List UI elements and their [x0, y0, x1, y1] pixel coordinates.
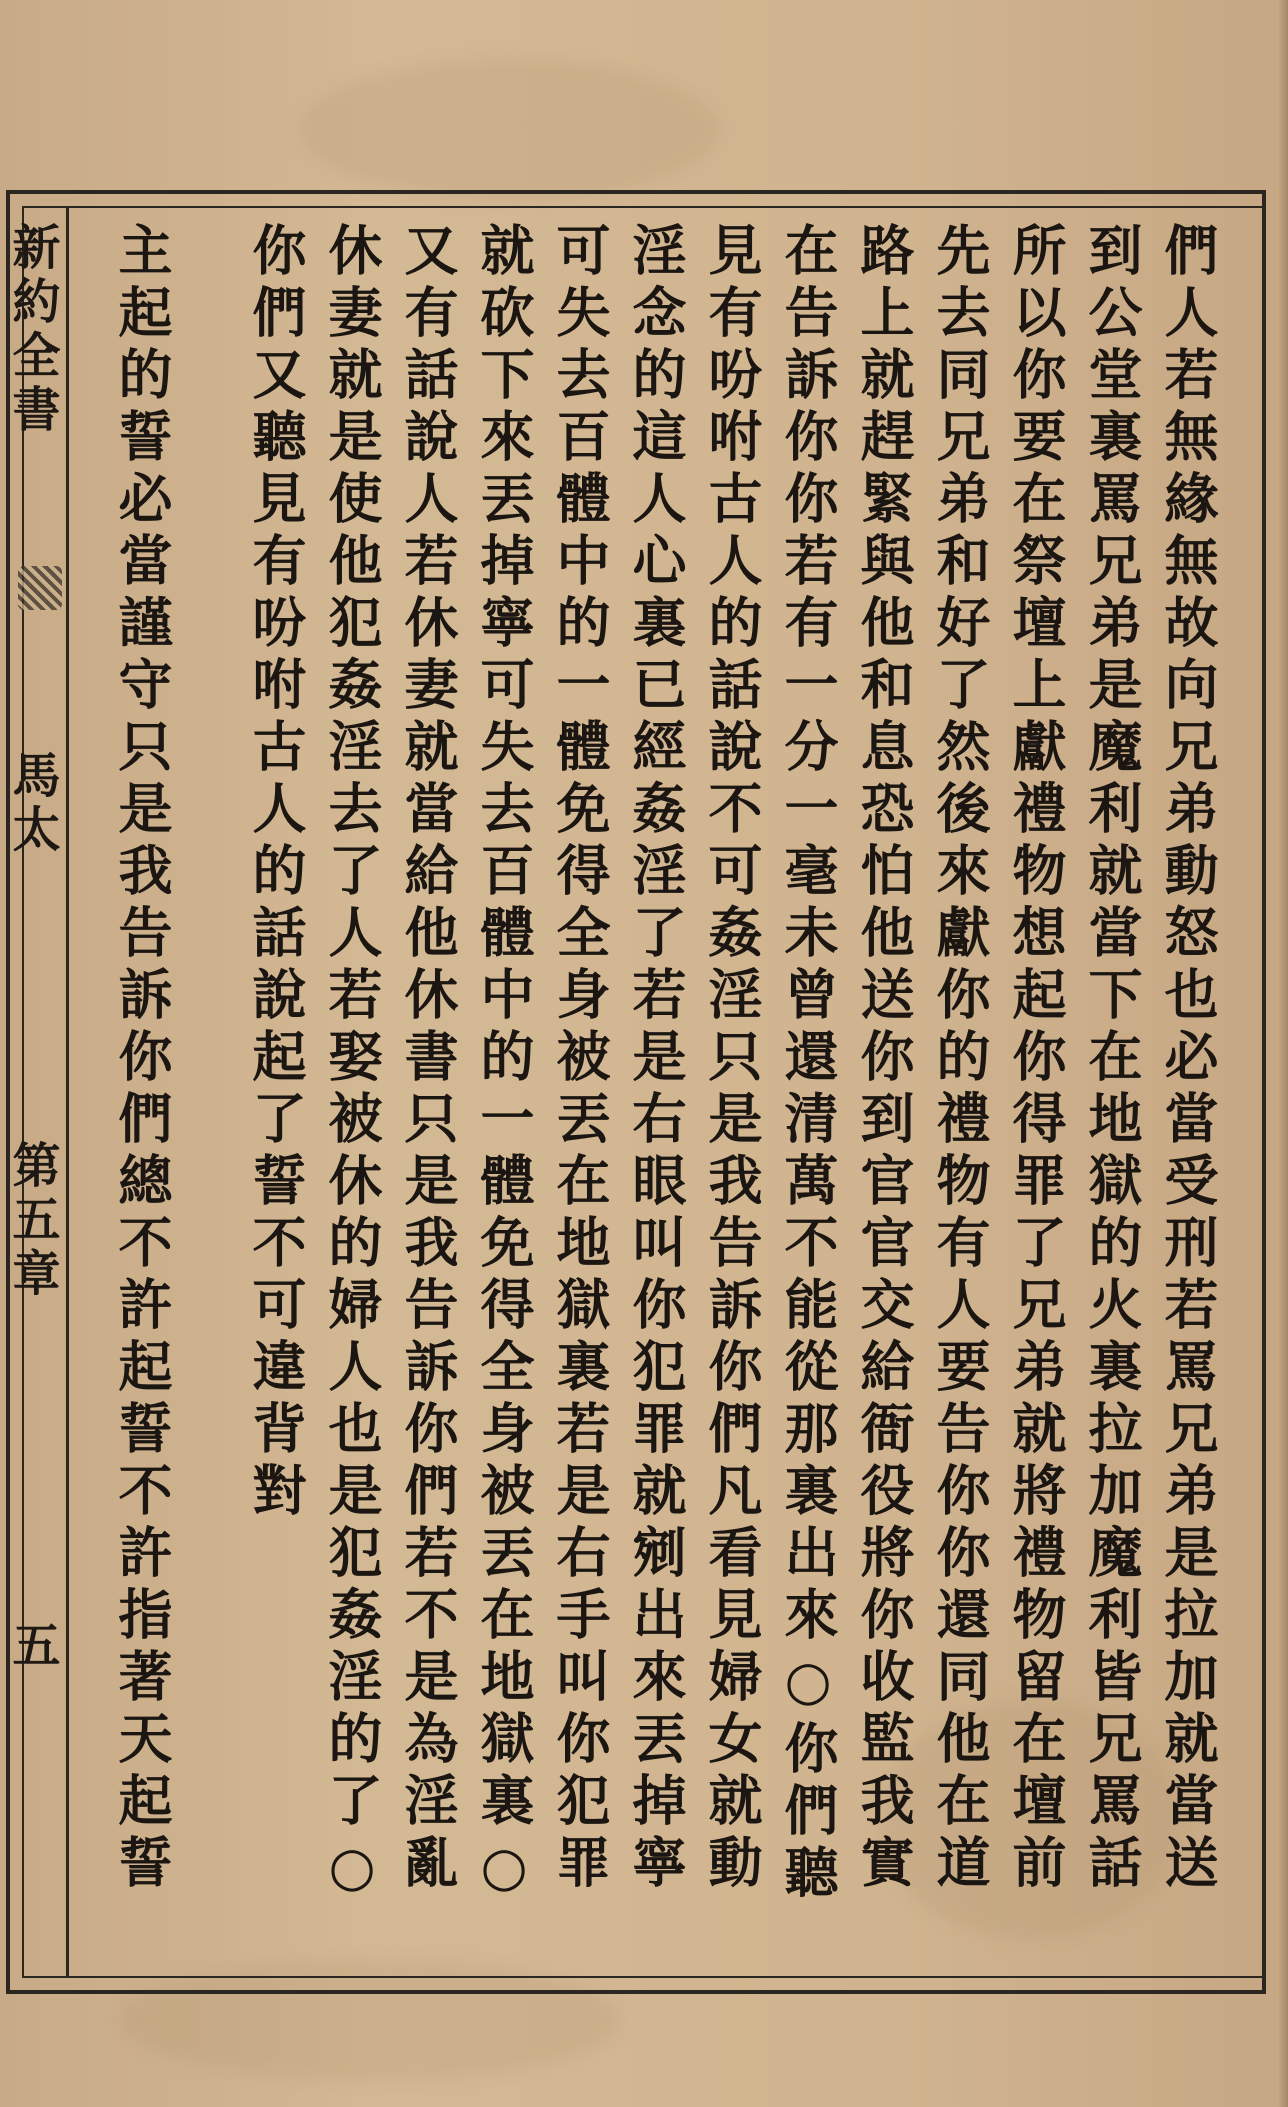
paper-stain: [300, 60, 720, 200]
chapter-label: 第五章: [4, 1140, 60, 1302]
book-title: 新約全書: [4, 222, 60, 438]
page-number: 五: [4, 1620, 60, 1674]
book-name: 馬太: [4, 750, 60, 858]
gutter-divider: [66, 206, 69, 1978]
page-edge-shadow: [1278, 0, 1288, 2107]
paragraph: 主起的誓必當謹守只是我告訴你們總不許起誓不許指著天起誓: [110, 222, 174, 1896]
scripture-text: [104, 222, 1226, 1952]
decorative-emblem-icon: [18, 566, 62, 610]
paragraph: 們人若無緣無故向兄弟動怒也必當受刑若罵兄弟是拉加就當送到公堂裏罵兄弟是魔利就當下在地獄的火裏拉加魔利皆兄罵話所以你要在祭壇上獻禮物想起你得罪了兄弟就將禮物留在壇前先去同兄弟和好了然後來獻你的禮物有人要告你你還同他在道路上就趕緊與他和息恐怕他送你到官官交給衙役將你收監我實在告訴你你若有一分一毫未曾還清萬不能從那裏出來○你們聽見有吩咐古人的話說不可姦淫只是我告訴你們凡看見婦女就動淫念的這人心裏已經姦淫了若是右眼叫你犯罪就剜出來丟掉寧可失去百體中的一體免得全身被丟在地獄裏若是右手叫你犯罪就砍下來丟掉寧可失去百體中的一體免得全身被丟在地獄裏○又有話說人若休妻就當給他休書只是我告訴你們若不是為淫亂休妻就是使他犯姦淫去了人若娶被休的婦人也是犯姦淫的了○你們又聽見有吩咐古人的話說起了誓不可違背對: [244, 222, 1220, 1906]
